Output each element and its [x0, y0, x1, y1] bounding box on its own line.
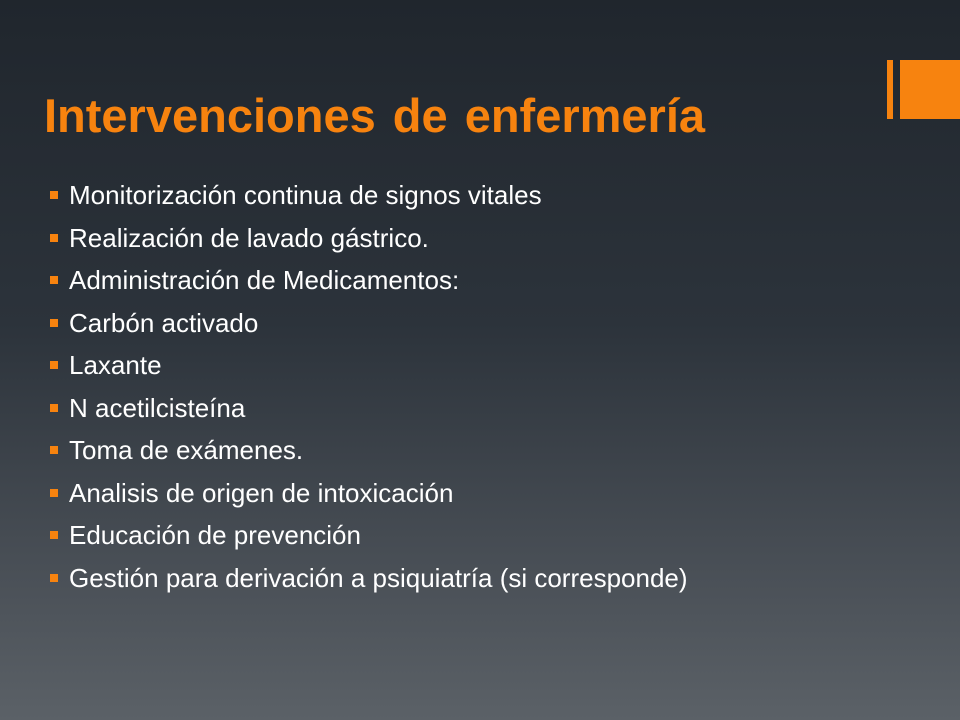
bullet-text: Gestión para derivación a psiquiatría (si corresponde)	[69, 562, 688, 593]
square-bullet-icon	[50, 574, 58, 582]
bullet-text: Realización de lavado gástrico.	[69, 222, 429, 253]
bullet-item	[50, 478, 792, 509]
square-bullet-icon	[50, 489, 58, 497]
bullet-list	[50, 180, 792, 605]
accent-bar	[887, 60, 893, 119]
bullet-item	[50, 393, 792, 424]
bullet-item	[50, 520, 792, 551]
bullet-item	[50, 563, 792, 594]
bullet-text: Carbón activado	[69, 307, 259, 338]
bullet-item	[50, 265, 792, 296]
square-bullet-icon	[50, 319, 58, 327]
bullet-text: Laxante	[69, 350, 162, 380]
square-bullet-icon	[50, 404, 58, 412]
bullet-item	[50, 350, 792, 381]
bullet-item	[50, 223, 792, 254]
bullet-item	[50, 180, 792, 211]
bullet-text: Administración de Medicamentos:	[69, 265, 460, 295]
bullet-text: Toma de exámenes.	[69, 435, 304, 465]
bullet-text: Educación de prevención	[69, 520, 361, 550]
square-bullet-icon	[50, 531, 58, 539]
bullet-text: Analisis de origen de intoxicación	[69, 477, 454, 508]
square-bullet-icon	[50, 361, 58, 369]
bullet-item	[50, 435, 792, 466]
bullet-text: Monitorización continua de signos vitales	[69, 180, 542, 210]
square-bullet-icon	[50, 191, 58, 199]
accent-block	[900, 60, 960, 119]
bullet-item	[50, 308, 792, 339]
square-bullet-icon	[50, 446, 58, 454]
slide-title: Intervenciones de enfermería	[44, 89, 706, 142]
bullet-text: N acetilcisteína	[69, 392, 246, 423]
square-bullet-icon	[50, 234, 58, 242]
square-bullet-icon	[50, 276, 58, 284]
